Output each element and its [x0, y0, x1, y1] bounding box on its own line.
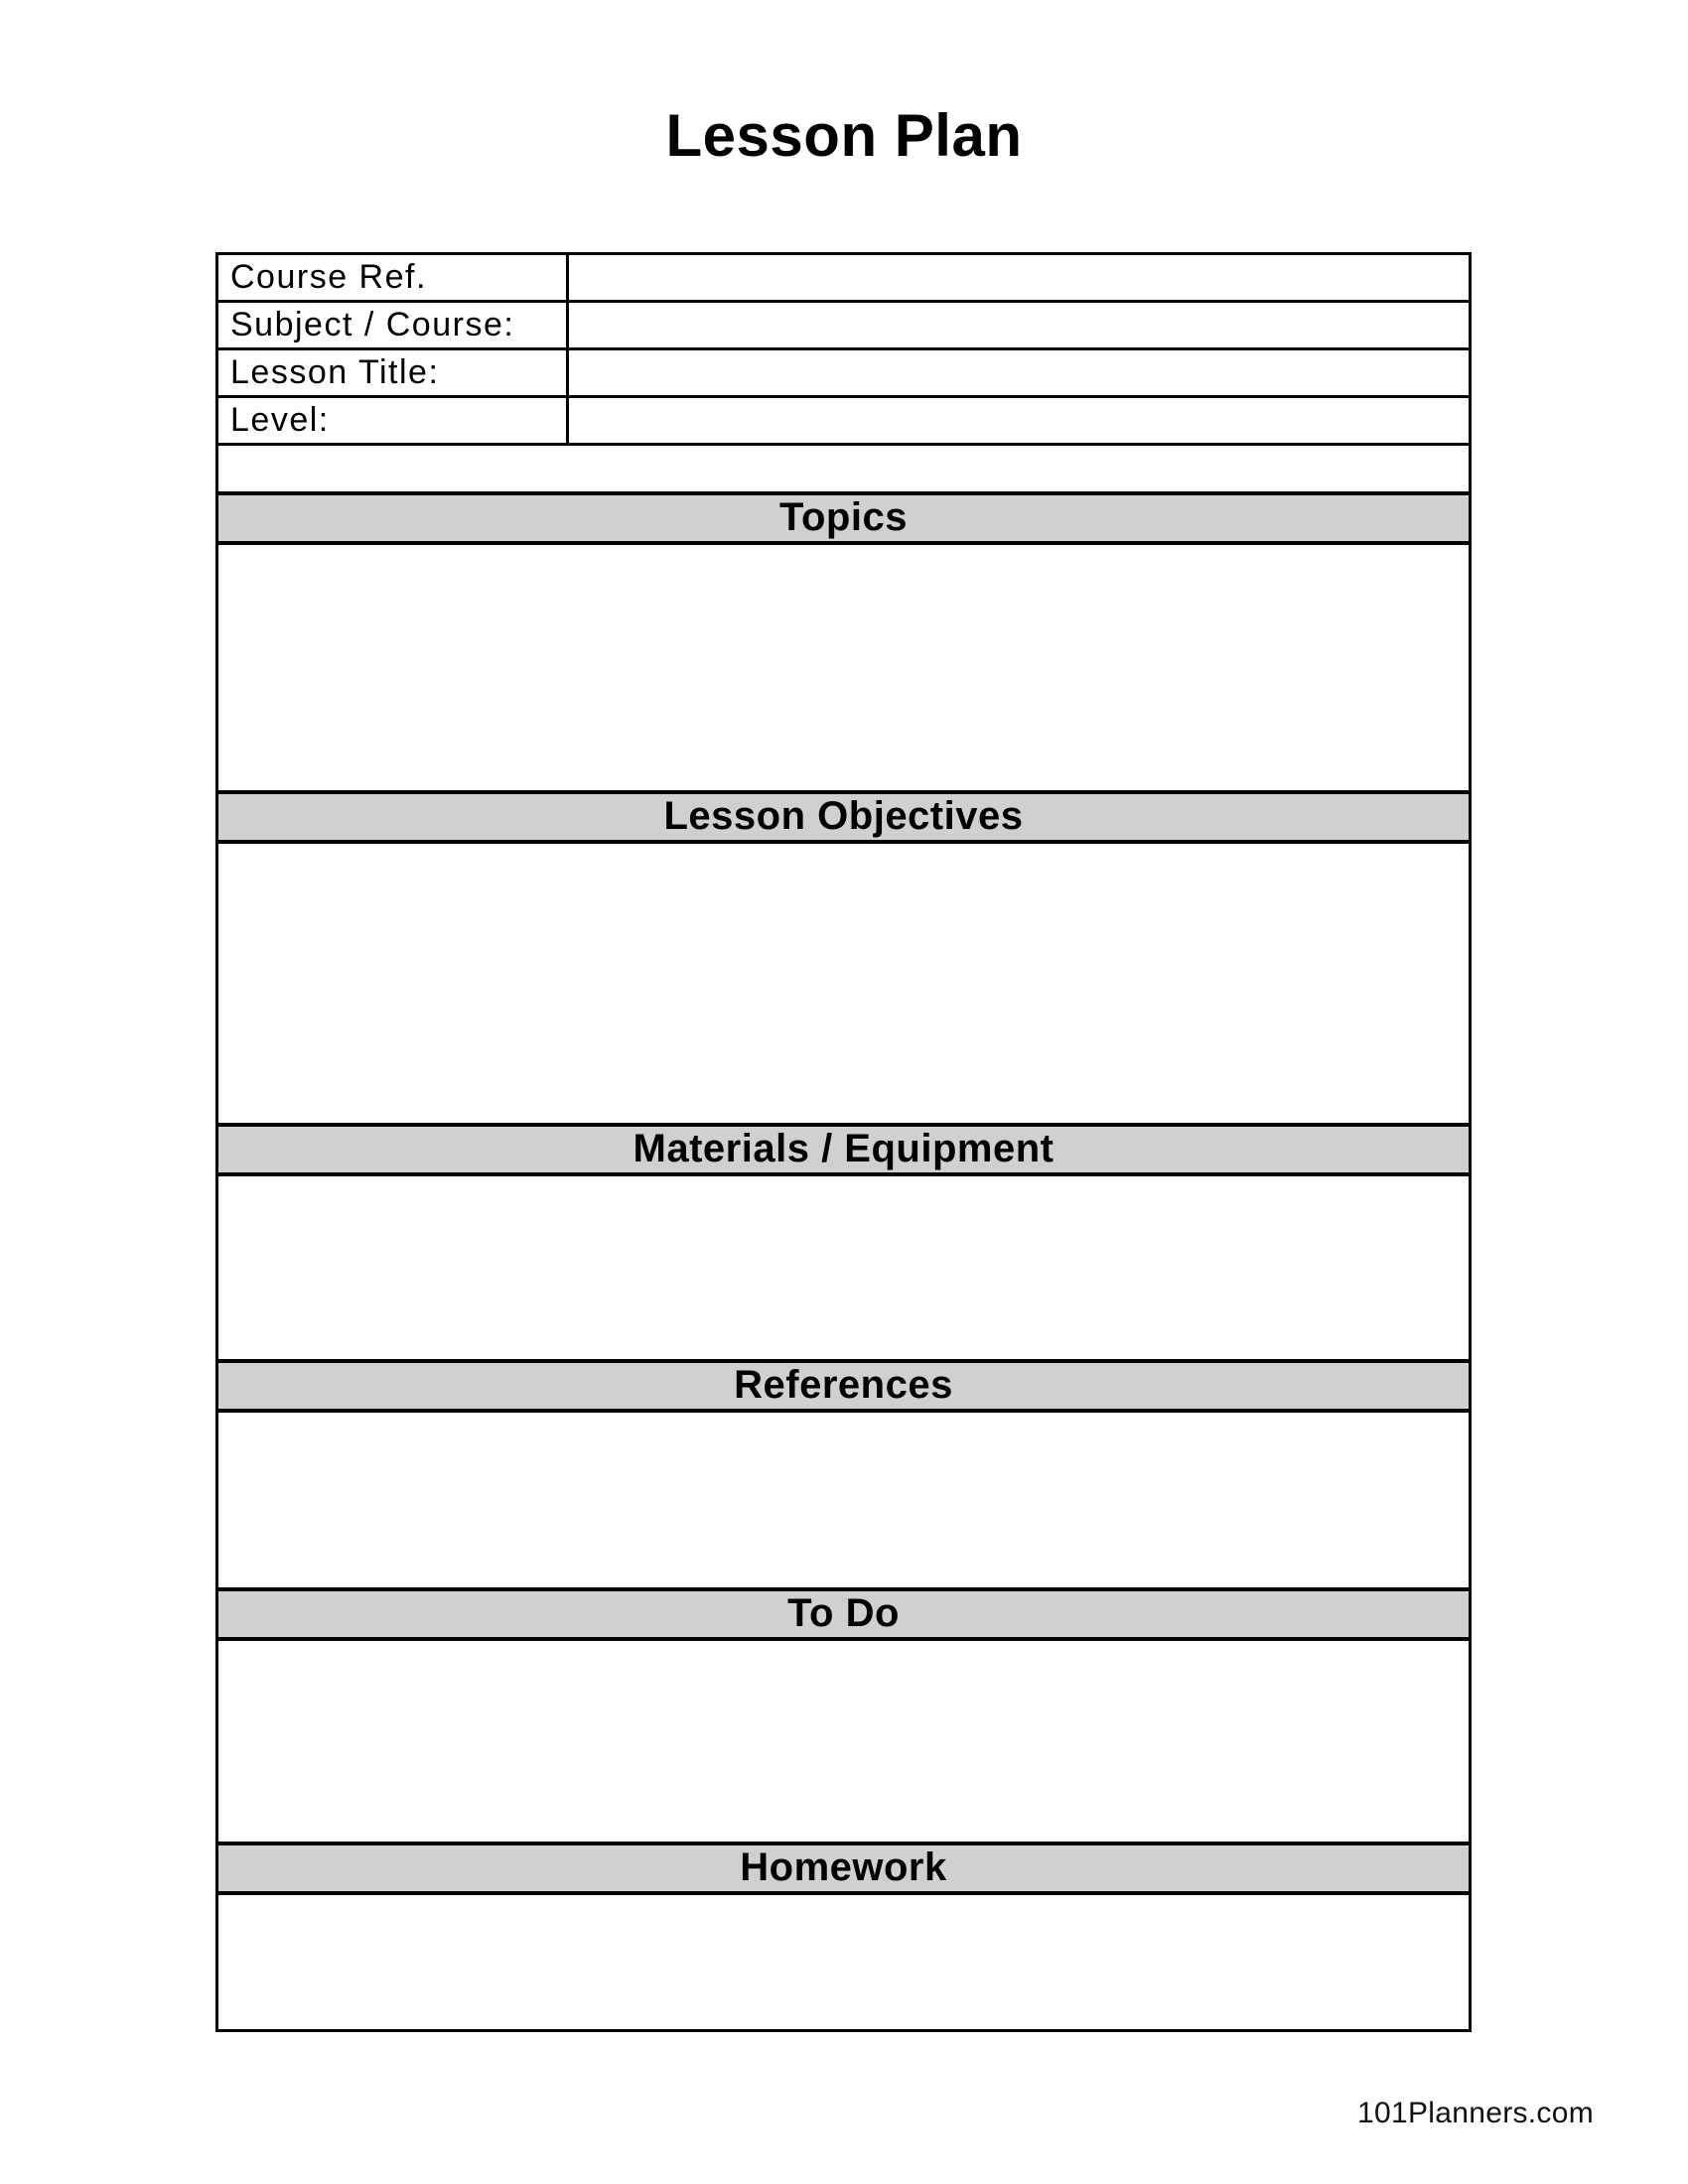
info-value-subject-course[interactable] — [569, 303, 1469, 347]
info-value-course-ref[interactable] — [569, 255, 1469, 300]
section-header-homework — [218, 1845, 1469, 1895]
section-title-topics: Topics — [779, 495, 908, 539]
spacer-row — [218, 446, 1469, 495]
section-content-references[interactable] — [218, 1413, 1469, 1591]
section-title-to-do: To Do — [787, 1591, 900, 1635]
section-title-references: References — [734, 1363, 953, 1407]
info-label-lesson-title: Lesson Title: — [218, 350, 569, 395]
info-row-course-ref — [218, 255, 1469, 303]
info-label-level: Level: — [218, 398, 569, 443]
section-title-homework: Homework — [740, 1845, 947, 1889]
info-row-subject-course — [218, 303, 1469, 350]
info-row-lesson-title — [218, 350, 1469, 398]
section-header-to-do — [218, 1591, 1469, 1641]
footer-credit: 101Planners.com — [1357, 2097, 1594, 2129]
section-content-topics[interactable] — [218, 545, 1469, 794]
section-title-lesson-objectives: Lesson Objectives — [663, 794, 1024, 838]
section-content-to-do[interactable] — [218, 1641, 1469, 1845]
info-label-course-ref: Course Ref. — [218, 255, 569, 300]
lesson-plan-form — [215, 252, 1472, 2032]
section-content-homework[interactable] — [218, 1895, 1469, 2029]
section-content-lesson-objectives[interactable] — [218, 844, 1469, 1127]
section-title-materials-equipment: Materials / Equipment — [633, 1127, 1055, 1170]
page-title: Lesson Plan — [665, 102, 1023, 169]
section-header-materials-equipment — [218, 1127, 1469, 1176]
info-value-lesson-title[interactable] — [569, 350, 1469, 395]
section-content-materials-equipment[interactable] — [218, 1176, 1469, 1363]
info-value-level[interactable] — [569, 398, 1469, 443]
section-header-references — [218, 1363, 1469, 1413]
section-header-lesson-objectives — [218, 794, 1469, 844]
section-header-topics — [218, 495, 1469, 545]
info-label-subject-course: Subject / Course: — [218, 303, 569, 347]
info-row-level — [218, 398, 1469, 446]
